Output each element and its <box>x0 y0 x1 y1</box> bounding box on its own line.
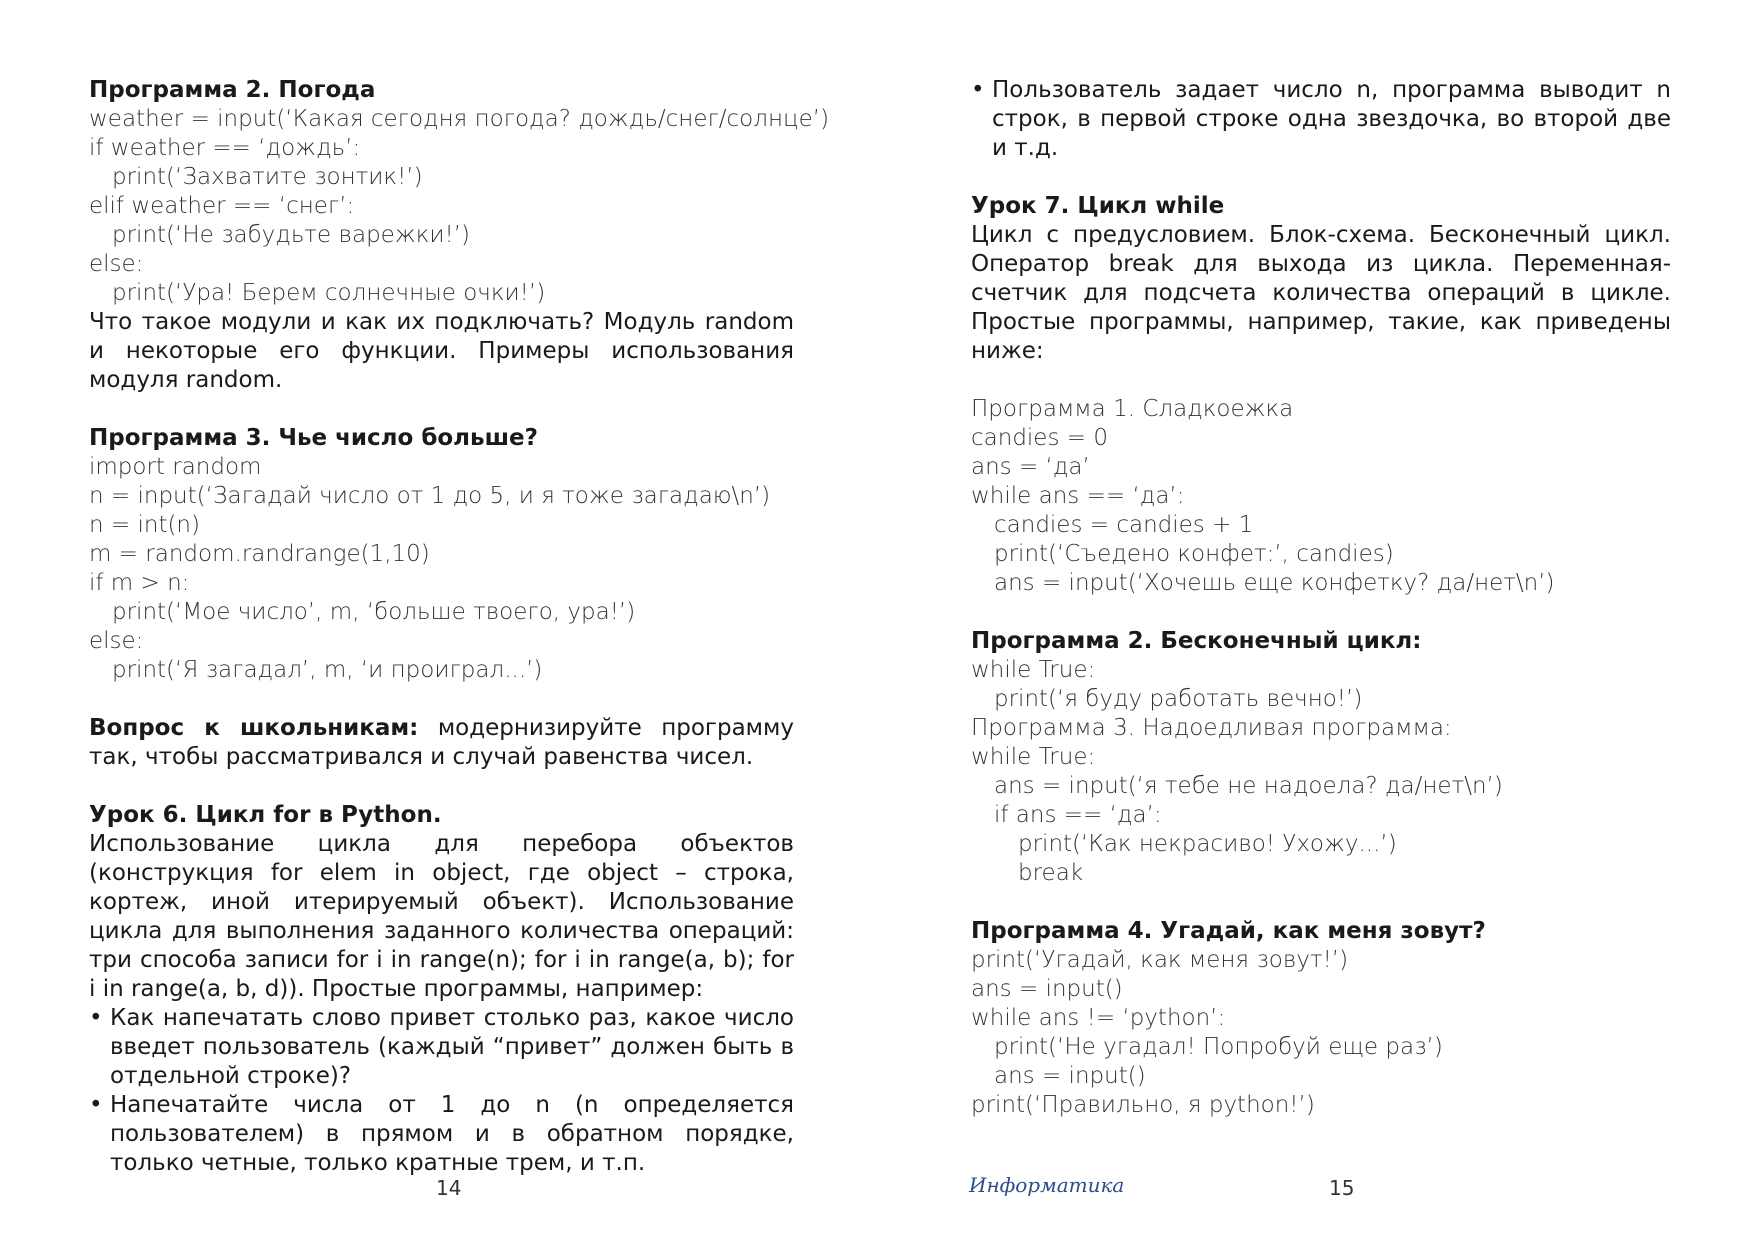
code-line: n = input(‘Загадай число от 1 до 5, и я тоже загадаю\n’) <box>89 483 771 509</box>
code-line: print(‘Я загадал’, m, ‘и проиграл...’) <box>112 657 543 683</box>
program-1-title: Программа 1. Сладкоежка <box>971 396 1294 422</box>
code-line: print(‘Захватите зонтик!’) <box>112 164 423 190</box>
code-line: ans = input() <box>994 1063 1146 1089</box>
code-line: candies = 0 <box>971 425 1108 451</box>
program-3-title: Программа 3. Надоедливая программа: <box>971 715 1452 741</box>
code-line: print(‘Не угадал! Попробуй еще раз’) <box>994 1034 1443 1060</box>
code-line: while True: <box>971 744 1096 770</box>
code-line: ans = input() <box>971 976 1123 1002</box>
page-number: 14 <box>436 1176 462 1200</box>
program-2-code <box>971 656 1671 714</box>
list-item: • Как напечатать слово привет столько раз, какое число введет пользователь (каждый “привет” должен быть в отдельной строке)? <box>89 1004 794 1091</box>
lesson-6-title: Урок 6. Цикл for в Python. <box>89 802 442 828</box>
program-2-title: Программа 2. Бесконечный цикл: <box>971 628 1422 654</box>
code-line: if weather == ‘дождь’: <box>89 135 361 161</box>
code-line: while True: <box>971 657 1096 683</box>
code-line: print(‘Съедено конфет:’, candies) <box>994 541 1394 567</box>
right-column <box>971 76 1671 1120</box>
program-2-title: Программа 2. Погода <box>89 77 376 103</box>
code-line: m = random.randrange(1,10) <box>89 541 430 567</box>
modules-paragraph: Что такое модули и как их подключать? Модуль random и некоторые его функции. Примеры использования модуля random. <box>89 309 794 393</box>
code-line: print(‘Не забудьте варежки!’) <box>112 222 471 248</box>
code-line: ans = input(‘я тебе не надоела? да/нет\n’) <box>994 773 1503 799</box>
question-label: Вопрос к школьникам: <box>89 715 419 741</box>
code-line: elif weather == ‘снег’: <box>89 193 355 219</box>
left-column <box>89 76 830 1178</box>
list-item: • Напечатайте числа от 1 до n (n определяется пользователем) в прямом и в обратном порядке, только четные, только кратные трем, и т.п. <box>89 1091 794 1178</box>
page-number: 15 <box>1329 1176 1355 1200</box>
code-line: weather = input(‘Какая сегодня погода? дождь/снег/солнце’) <box>89 106 830 132</box>
code-line: n = int(n) <box>89 512 200 538</box>
code-line: print(‘Угадай, как меня зовут!’) <box>971 947 1349 973</box>
program-2-code <box>89 105 830 308</box>
right-page <box>874 0 1748 1240</box>
program-4-code <box>971 946 1671 1120</box>
lesson-7-paragraph: Цикл с предусловием. Блок-схема. Бесконечный цикл. Оператор break для выхода из цикла. Переменная-счетчик для подсчета количества операций в цикле. Простые программы, например, такие, как приведены ниже: <box>971 222 1671 364</box>
footer-subject-label: Информатика <box>969 1173 1125 1197</box>
code-line: ans = ‘да’ <box>971 454 1090 480</box>
code-line: else: <box>89 628 144 654</box>
code-line: if ans == ‘да’: <box>994 802 1162 828</box>
code-line: while ans == ‘да’: <box>971 483 1185 509</box>
code-line: print(‘Правильно, я python!’) <box>971 1092 1315 1118</box>
list-item: • Пользователь задает число n, программа выводит n строк, в первой строке одна звездочка, во второй две и т.д. <box>971 76 1671 163</box>
code-line: if m > n: <box>89 570 190 596</box>
code-line: break <box>1018 860 1084 886</box>
question-text: модернизируйте программу так, чтобы рассматривался и случай равенства чисел. <box>89 715 795 770</box>
program-3-title: Программа 3. Чье число больше? <box>89 425 538 451</box>
code-line: print(‘я буду работать вечно!’) <box>994 686 1363 712</box>
code-line: print(‘Как некрасиво! Ухожу...’) <box>1018 831 1397 857</box>
code-line: candies = candies + 1 <box>994 512 1254 538</box>
code-line: else: <box>89 251 144 277</box>
code-line: import random <box>89 454 262 480</box>
lesson-7-title: Урок 7. Цикл while <box>971 193 1225 219</box>
program-1-code <box>971 424 1671 598</box>
program-3-code <box>89 453 794 685</box>
code-line: print(‘Мое число’, m, ‘больше твоего, ура!’) <box>112 599 636 625</box>
code-line: while ans != ‘python’: <box>971 1005 1226 1031</box>
question-paragraph <box>89 714 794 772</box>
lesson-6-paragraph: Использование цикла для перебора объектов (конструкция for elem in object, где object – строка, кортеж, иной итерируемый объект). Использование цикла для выполнения заданного количества операций: три способа записи for i in range(n); for i in range(a, b); for i in range(a, b, d)). Простые программы, например: <box>89 831 794 1002</box>
program-3-code <box>971 743 1671 888</box>
code-line: ans = input(‘Хочешь еще конфетку? да/нет\n’) <box>994 570 1555 596</box>
code-line: print(‘Ура! Берем солнечные очки!’) <box>112 280 546 306</box>
program-4-title: Программа 4. Угадай, как меня зовут? <box>971 918 1486 944</box>
